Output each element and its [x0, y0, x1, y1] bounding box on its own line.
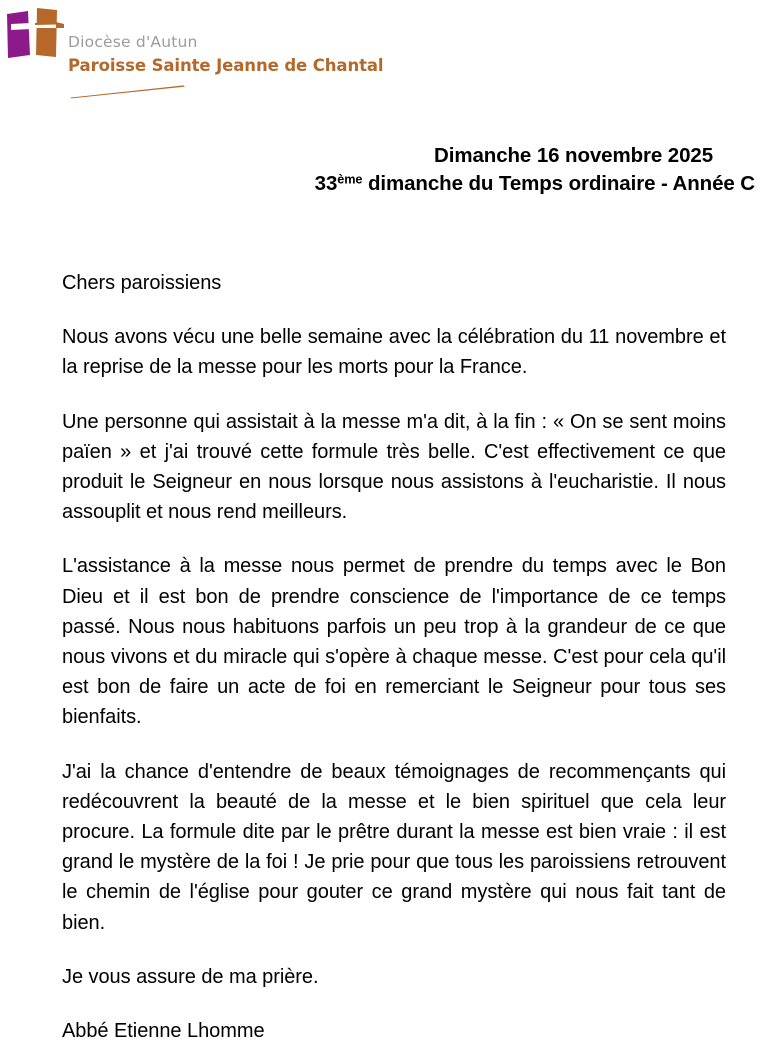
signature: Abbé Etienne Lhomme [62, 1020, 265, 1043]
closing-line: Je vous assure de ma prière. [62, 965, 319, 988]
liturgical-season-text: dimanche du Temps ordinaire - Année C [362, 172, 755, 195]
letterhead-text [68, 32, 384, 78]
date-header [315, 142, 755, 198]
sunday-number: 33 [314, 172, 338, 195]
salutation: Chers paroissiens [62, 272, 222, 294]
parish-name: Paroisse Sainte Jeanne de Chantal [68, 56, 384, 75]
letter-paragraph: L'assistance à la messe nous permet de prendre du temps avec le Bon Dieu et il est bon de prendre conscience de l'importance de ce temps passé. Nous nous habituons parfois un peu trop à la grandeur de ce que nous vivons et du miracle qui s'opère à chaque messe. C'est pour cela qu'il est bon de faire un acte de foi en remerciant le Seigneur pour tous ses bienfaits. [62, 555, 726, 729]
letter-paragraph: J'ai la chance d'entendre de beaux témoignages de recommençants qui redécouvrent la beauté de la messe et le bien spirituel que cela leur procure. La formule dite par le prêtre durant la messe est bien vraie : il est grand le mystère de la foi ! Je prie pour que tous les paroissiens retrouvent le chemin de l'église pour gouter ce grand mystère qui nous fait tant de bien. [62, 760, 726, 934]
brush-stroke-rule [70, 85, 190, 99]
liturgical-season-line [315, 170, 755, 198]
letter-paragraph: Nous avons vécu une belle semaine avec la célébration du 11 novembre et la reprise de la messe pour les morts pour la France. [62, 326, 726, 379]
date-line: Dimanche 16 novembre 2025 [434, 144, 713, 167]
ordinal-suffix: ème [337, 171, 363, 187]
letter-body [62, 268, 726, 1046]
letterhead [0, 0, 384, 118]
diocese-name: Diocèse d'Autun [68, 33, 198, 51]
letter-paragraph: Une personne qui assistait à la messe m'a dit, à la fin : « On se sent moins païen » et j'ai trouvé cette formule très belle. C'est effectivement ce que produit le Seigneur en nous lorsque nous assistons à l'eucharistie. Il nous assouplit et nous rend meilleurs. [62, 410, 726, 524]
diocese-cross-logo [4, 4, 66, 66]
